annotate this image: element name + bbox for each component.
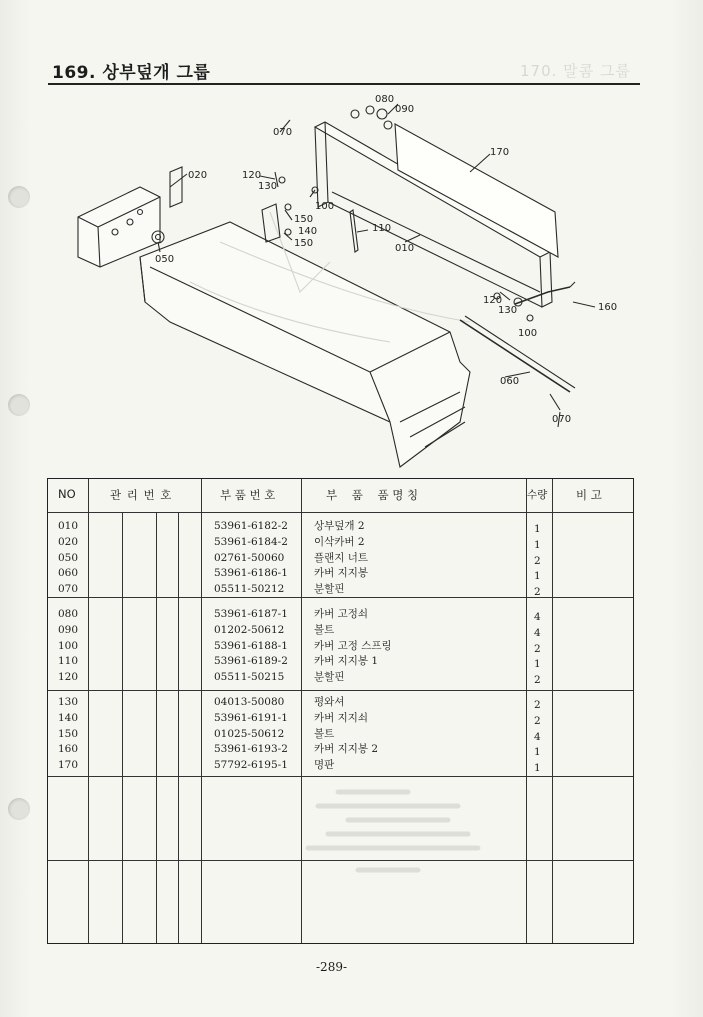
callout-100-right: 100 xyxy=(518,328,538,339)
part-name: 이삭카버 2 xyxy=(314,535,365,548)
quantity: 1 xyxy=(534,762,541,775)
part-number: 53961-6186-1 xyxy=(214,567,288,580)
callout-010: 010 xyxy=(395,243,415,254)
no-column xyxy=(58,607,78,686)
col-line-no xyxy=(88,479,89,943)
row-no: 090 xyxy=(58,623,79,636)
callout-130-left: 130 xyxy=(258,181,278,192)
row-no: 130 xyxy=(58,696,79,708)
part-number: 53961-6188-1 xyxy=(214,639,288,652)
part-number: 02761-50060 xyxy=(214,551,285,564)
callout-090: 090 xyxy=(395,104,415,115)
row-no: 100 xyxy=(58,639,79,652)
page-number: -289- xyxy=(316,960,348,974)
callout-150-lower: 150 xyxy=(294,238,314,249)
part-number: 53961-6193-2 xyxy=(214,743,288,756)
part-name: 카버 지지쇠 xyxy=(314,711,369,724)
part-name: 플랜지 너트 xyxy=(314,551,369,564)
quantity: 2 xyxy=(534,714,541,727)
quantity: 4 xyxy=(534,730,541,743)
part-number: 53961-6184-2 xyxy=(214,535,288,548)
callout-160: 160 xyxy=(598,302,618,313)
part-number: 57792-6195-1 xyxy=(214,759,288,772)
quantity: 4 xyxy=(534,611,541,623)
part-number: 01202-50612 xyxy=(214,623,285,636)
punch-hole-bottom xyxy=(8,798,30,820)
part-number: 01025-50612 xyxy=(214,727,285,740)
header-remarks: 비 고 xyxy=(576,488,602,502)
part-number: 53961-6191-1 xyxy=(214,711,288,724)
row-no: 070 xyxy=(58,583,79,596)
part-no-column xyxy=(214,607,288,686)
qty-column xyxy=(534,522,541,601)
mgmt-sub-2 xyxy=(156,513,157,943)
col-line-qty xyxy=(552,479,553,943)
callout-120-left: 120 xyxy=(242,170,262,181)
quantity: 2 xyxy=(534,642,541,655)
col-line-mgmt xyxy=(201,479,202,943)
header-qty: 수량 xyxy=(527,489,548,501)
callout-060: 060 xyxy=(500,376,520,387)
part-number: 04013-50080 xyxy=(214,696,285,708)
no-column xyxy=(58,695,78,774)
callout-170: 170 xyxy=(490,147,510,158)
row-no: 080 xyxy=(58,608,79,620)
callout-080: 080 xyxy=(375,94,395,105)
bleed-through-marks xyxy=(298,784,528,874)
row-no: 050 xyxy=(58,551,79,564)
part-name: 카버 지지봉 1 xyxy=(314,655,379,668)
callout-130-right: 130 xyxy=(498,305,518,316)
part-name-column xyxy=(314,695,378,774)
quantity: 1 xyxy=(534,746,541,759)
part-name: 볼트 xyxy=(314,727,335,740)
diagram-drawing xyxy=(70,92,630,472)
quantity: 2 xyxy=(534,699,541,711)
callout-070-top: 070 xyxy=(273,127,293,138)
callout-050: 050 xyxy=(155,254,175,265)
part-name: 명판 xyxy=(314,759,335,772)
punch-hole-top xyxy=(8,186,30,208)
title-rule xyxy=(48,83,640,85)
part-name: 평와셔 xyxy=(314,696,345,708)
part-name: 카버 지지봉 xyxy=(314,567,369,580)
quantity: 2 xyxy=(534,586,541,599)
row-no: 150 xyxy=(58,727,79,740)
part-name: 카버 지지봉 2 xyxy=(314,743,379,756)
part-name: 볼트 xyxy=(314,623,335,636)
punch-hole-middle xyxy=(8,394,30,416)
header-management-no: 관 리 번 호 xyxy=(110,488,173,502)
part-number: 53961-6187-1 xyxy=(214,608,288,620)
quantity: 1 xyxy=(534,570,541,583)
header-rule xyxy=(48,512,633,513)
group-separator-3 xyxy=(48,776,633,777)
page-title: 169. 상부덮개 그룹 xyxy=(52,63,211,83)
quantity: 1 xyxy=(534,658,541,671)
row-no: 020 xyxy=(58,535,79,548)
group-separator-2 xyxy=(48,690,633,691)
qty-column xyxy=(534,610,541,689)
row-no: 060 xyxy=(58,567,79,580)
row-no: 110 xyxy=(58,655,79,668)
callout-140: 140 xyxy=(298,226,318,237)
part-name-column xyxy=(314,519,368,598)
header-part-no: 부 품 번 호 xyxy=(220,488,276,502)
part-number: 05511-50212 xyxy=(214,583,285,596)
part-number: 53961-6189-2 xyxy=(214,655,288,668)
quantity: 1 xyxy=(534,523,541,535)
part-name: 카버 고정쇠 xyxy=(314,608,369,620)
mgmt-sub-1 xyxy=(122,513,123,943)
callout-120-right: 120 xyxy=(483,295,503,306)
qty-column xyxy=(534,698,541,777)
parts-list-table xyxy=(47,478,634,944)
row-no: 120 xyxy=(58,671,79,684)
part-name: 분할핀 xyxy=(314,583,345,596)
part-name: 카버 고정 스프링 xyxy=(314,639,392,652)
callout-070-bottom: 070 xyxy=(552,414,572,425)
mgmt-sub-3 xyxy=(178,513,179,943)
part-name: 분할핀 xyxy=(314,671,345,684)
row-no: 170 xyxy=(58,759,79,772)
header-no: NO xyxy=(58,487,76,501)
callout-020: 020 xyxy=(188,170,208,181)
quantity: 2 xyxy=(534,554,541,567)
row-no: 140 xyxy=(58,711,79,724)
row-no: 160 xyxy=(58,743,79,756)
part-no-column xyxy=(214,695,288,774)
quantity: 1 xyxy=(534,538,541,551)
quantity: 4 xyxy=(534,626,541,639)
part-no-column xyxy=(214,519,288,598)
exploded-parts-diagram xyxy=(70,92,630,472)
no-column xyxy=(58,519,78,598)
part-number: 05511-50215 xyxy=(214,671,285,684)
part-name: 상부덮개 2 xyxy=(314,520,365,532)
header-part-name: 부 품 품 명 칭 xyxy=(326,488,419,502)
callout-110: 110 xyxy=(372,223,392,234)
callout-100-left: 100 xyxy=(315,201,335,212)
part-number: 53961-6182-2 xyxy=(214,520,288,532)
row-no: 010 xyxy=(58,520,79,532)
callout-150-upper: 150 xyxy=(294,214,314,225)
quantity: 2 xyxy=(534,674,541,687)
part-name-column xyxy=(314,607,392,686)
bleed-through-title: 170. 말콤 그룹 xyxy=(520,62,631,80)
